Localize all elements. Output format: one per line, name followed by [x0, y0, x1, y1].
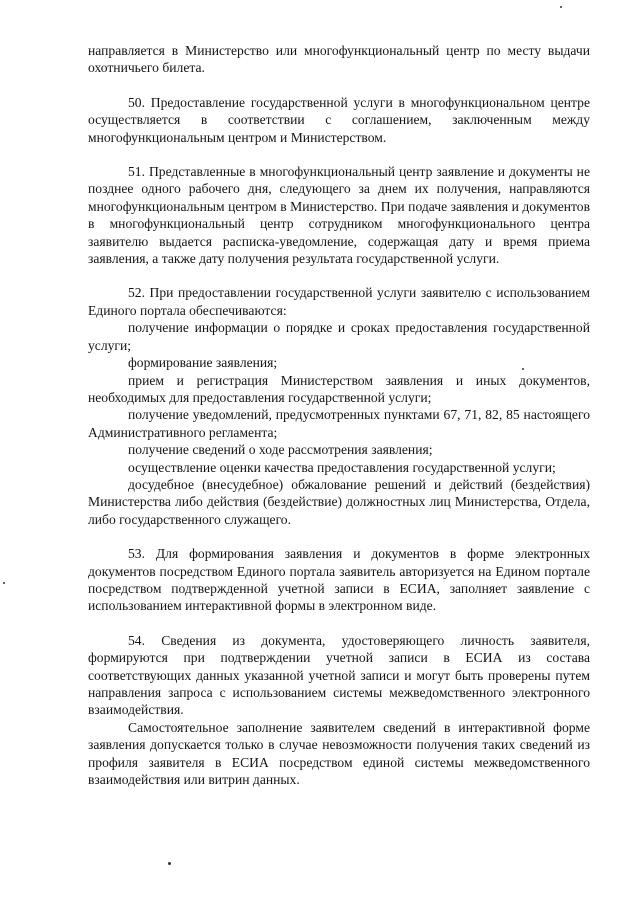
paragraph-52-item: досудебное (внесудебное) обжалование решений и действий (бездействия) Министерства либо действия (бездействие) должностных лиц Министерства, Отдела, либо государственного служащего.	[88, 476, 590, 527]
paragraph-54-continued: Самостоятельное заполнение заявителем сведений в интерактивной форме заявления допускается только в случае невозможности получения таких сведений из профиля заявителя в ЕСИА посредством единой системы межведомственного взаимодействия или витрин данных.	[88, 719, 590, 788]
paragraph-52-item: прием и регистрация Министерством заявления и иных документов, необходимых для предоставления государственной услуги;	[88, 372, 590, 405]
paragraph-50: 50. Предоставление государственной услуги в многофункциональном центре осуществляется в соответствии с соглашением, заключенным между многофункциональным центром и Министерством.	[88, 94, 590, 145]
scan-speck	[560, 6, 562, 8]
paragraph-52: 52. При предоставлении государственной услуги заявителю с использованием Единого портала обеспечиваются:	[88, 285, 590, 318]
paragraph-52-item: осуществление оценки качества предоставления государственной услуги;	[128, 459, 556, 475]
scan-speck	[3, 582, 5, 584]
scan-speck	[522, 368, 524, 370]
paragraph-51: 51. Представленные в многофункциональный центр заявление и документы не позднее одного рабочего дня, следующего за днем их получения, направляются многофункциональным центром в Министерство. При подаче заявления и документов в многофункциональный центр сотрудником многофункционального центра заявителю выдается расписка-уведомление, содержащая дату и время приема заявления, а также дату получения результата государственной услуги.	[88, 164, 590, 267]
paragraph-54: 54. Сведения из документа, удостоверяющего личность заявителя, формируются при подтверждении учетной записи в ЕСИА из состава соответствующих данных указанной учетной записи и могут быть проверены путем направления запроса с использованием системы межведомственного электронного взаимодействия.	[88, 632, 590, 718]
paragraph-52-item: получение сведений о ходе рассмотрения заявления;	[128, 442, 433, 458]
scan-speck	[168, 862, 171, 865]
document-page	[88, 42, 590, 788]
paragraph-52-item: получение информации о порядке и сроках предоставления государственной услуги;	[88, 320, 590, 353]
paragraph-53: 53. Для формирования заявления и документов в форме электронных документов посредством Единого портала заявитель авторизуется на Едином портале посредством подтвержденной учетной записи в ЕСИА, заполняет заявление с использованием интерактивной формы в электронном виде.	[88, 546, 590, 614]
paragraph-continuation: направляется в Министерство или многофункциональный центр по месту выдачи охотничьего билета.	[88, 43, 590, 76]
paragraph-52-item: формирование заявления;	[128, 355, 278, 371]
paragraph-52-item: получение уведомлений, предусмотренных пунктами 67, 71, 82, 85 настоящего Административного регламента;	[88, 407, 590, 440]
